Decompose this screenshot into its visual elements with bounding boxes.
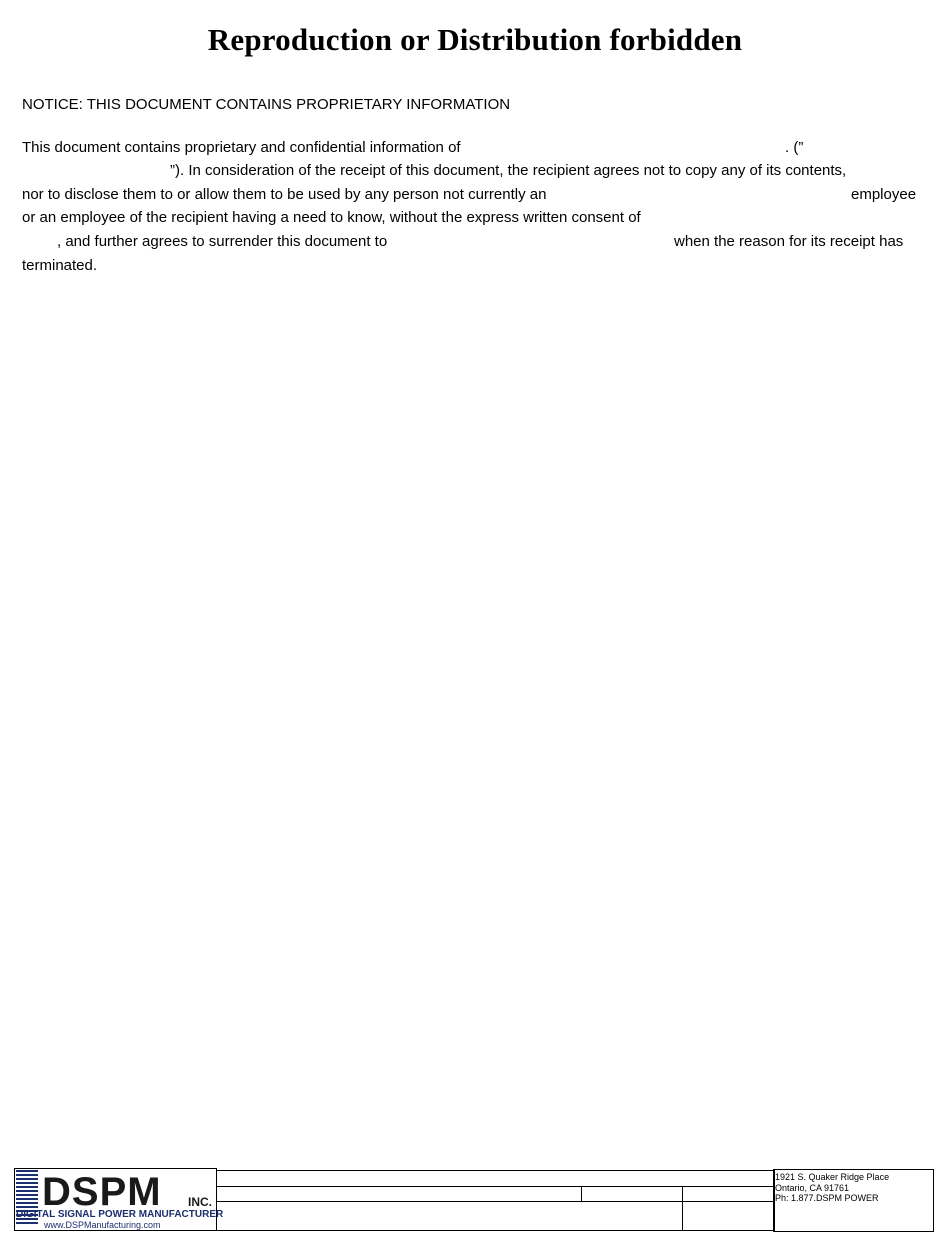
address-line-3: Ph: 1.877.DSPM POWER <box>775 1193 879 1203</box>
company-logo-url: www.DSPManufacturing.com <box>44 1220 161 1230</box>
info-col-divider-2 <box>682 1186 683 1231</box>
notice-heading: NOTICE: THIS DOCUMENT CONTAINS PROPRIETARY INFORMATION <box>22 96 511 113</box>
notice-line-6: terminated. <box>22 257 98 274</box>
notice-line-4: or an employee of the recipient having a need to know, without the express written consent of <box>22 209 641 226</box>
notice-line-1a: This document contains proprietary and confidential information of <box>22 139 461 156</box>
company-logo-text: DSPM <box>42 1170 162 1214</box>
notice-line-1b: . (” <box>785 139 804 156</box>
notice-line-2: ”). In consideration of the receipt of this document, the recipient agrees not to copy any of its contents, <box>170 162 847 179</box>
address-line-2: Ontario, CA 91761 <box>775 1183 850 1193</box>
company-logo-subtitle: DIGITAL SIGNAL POWER MANUFACTURER <box>16 1209 224 1220</box>
company-logo-inc: INC. <box>188 1195 212 1209</box>
info-row-divider-2 <box>216 1201 774 1202</box>
page-title: Reproduction or Distribution forbidden <box>207 22 743 57</box>
notice-line-3a: nor to disclose them to or allow them to be used by any person not currently an <box>22 186 547 203</box>
address-line-1: 1921 S. Quaker Ridge Place <box>775 1172 890 1182</box>
notice-line-3b: employee <box>851 186 917 203</box>
info-col-divider-1 <box>581 1186 582 1201</box>
notice-line-5a: , and further agrees to surrender this document to <box>57 233 388 250</box>
info-row-divider-1 <box>216 1186 774 1187</box>
notice-line-5b: when the reason for its receipt has <box>674 233 904 250</box>
